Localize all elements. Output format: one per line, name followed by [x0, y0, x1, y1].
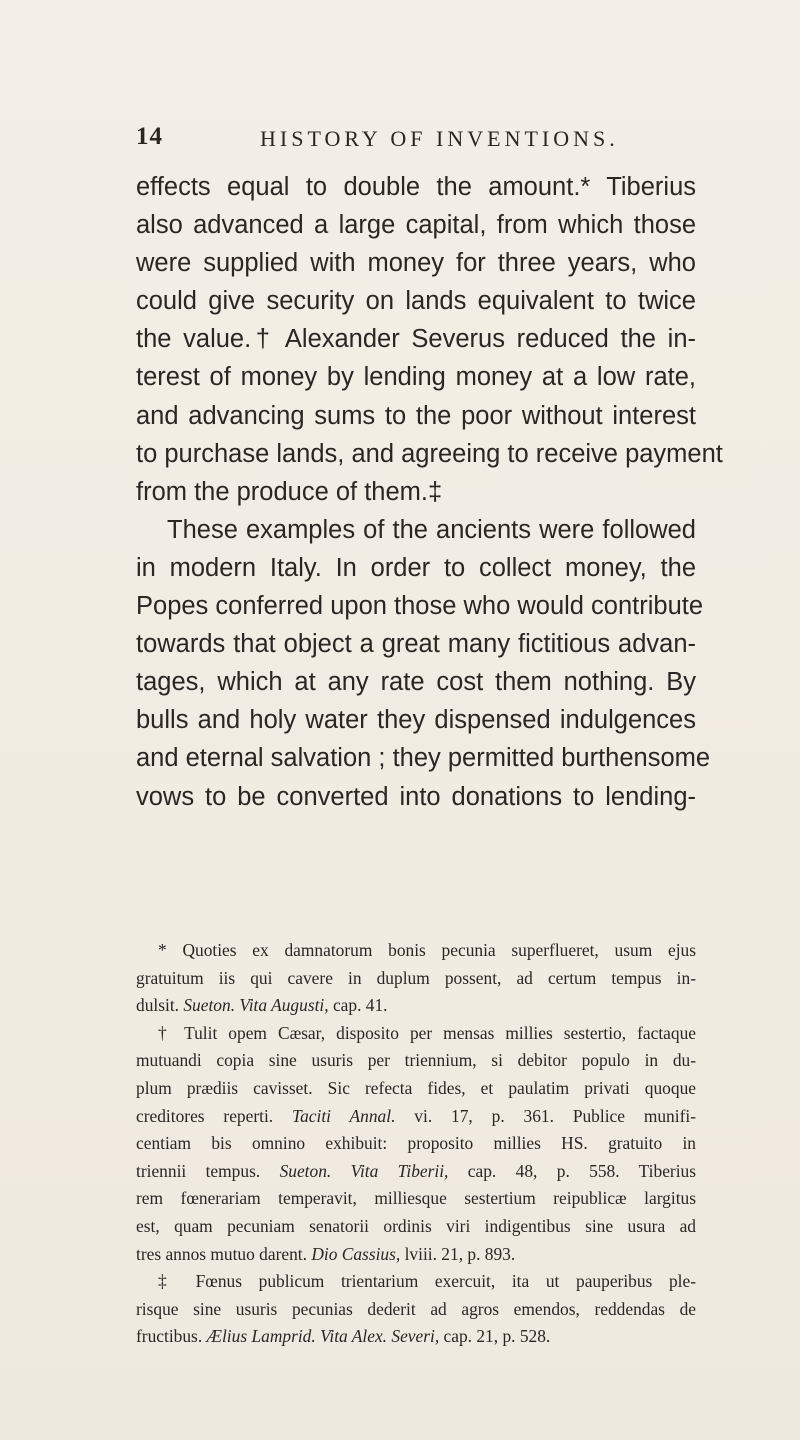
text-line: Popes conferred upon those who would contribute	[136, 592, 704, 621]
text-line: the value.† Alexander Severus reduced the in-	[136, 325, 696, 354]
text-line: to purchase lands, and agreeing to receive payment	[136, 439, 723, 468]
footnote-1-line: gratuitum iis qui cavere in duplum possent, ad certum tempus in-	[136, 967, 696, 988]
footnote-2-line: rem fœnerariam temperavit, milliesque sestertium reipublicæ largitus	[136, 1188, 696, 1209]
footnote-citation: Taciti Annal.	[292, 1105, 396, 1126]
footnote-citation: Ælius Lamprid. Vita Alex. Severi,	[206, 1326, 440, 1347]
text-line: were supplied with money for three years, who	[136, 249, 696, 278]
text-line: bulls and holy water they dispensed indulgences	[136, 706, 696, 735]
footnote-2-line: est, quam pecuniam senatorii ordinis viri indigentibus sine usura ad	[136, 1215, 696, 1236]
text-line: vows to be converted into donations to lending-	[136, 782, 696, 811]
text-line: These examples of the ancients were followed	[167, 515, 696, 544]
text-line: and eternal salvation ; they permitted burthensome	[136, 744, 711, 773]
page-number: 14	[136, 123, 163, 150]
footnote-text: vi. 17, p. 361. Publice munifi-	[395, 1105, 697, 1126]
text-line: and advancing sums to the poor without interest	[136, 401, 696, 430]
footnote-text: dulsit.	[136, 995, 184, 1016]
text-line: also advanced a large capital, from which those	[136, 211, 696, 240]
text-line: in modern Italy. In order to collect money, the	[136, 553, 696, 582]
text-line: towards that object a great many fictitious advan-	[136, 630, 696, 659]
text-line: could give security on lands equivalent to twice	[136, 287, 696, 316]
main-text	[136, 168, 723, 816]
footnotes	[136, 937, 696, 1351]
text-line: from the produce of them.‡	[136, 477, 443, 506]
footnote-3-line: ‡ Fœnus publicum trientarium exercuit, ita ut pauperibus ple-	[158, 1271, 696, 1292]
footnote-2-line	[136, 1241, 696, 1269]
footnote-1-line: * Quoties ex damnatorum bonis pecunia superflueret, usum ejus	[158, 940, 696, 960]
footnote-text: cap. 48, p. 558. Tiberius	[448, 1160, 696, 1181]
footnote-citation: Sueton. Vita Tiberii,	[279, 1160, 449, 1181]
footnote-text: triennii tempus.	[136, 1160, 280, 1181]
footnote-citation: Dio Cassius,	[311, 1243, 401, 1264]
footnote-text: cap. 21, p. 528.	[439, 1326, 551, 1347]
footnote-text: lviii. 21, p. 893.	[400, 1243, 516, 1264]
footnote-2-line: plum prædiis cavisset. Sic refecta fides, et paulatim privati quoque	[136, 1077, 696, 1098]
footnote-2-line: mutuandi copia sine usuris per triennium, si debitor populo in du-	[136, 1050, 696, 1071]
footnote-3-line	[136, 1323, 696, 1351]
footnote-text: cap. 41.	[328, 995, 388, 1016]
running-title: HISTORY OF INVENTIONS.	[260, 126, 619, 151]
footnote-2-line: † Tulit opem Cæsar, disposito per mensas millies sestertio, factaque	[158, 1022, 696, 1043]
text-line: effects equal to double the amount.* Tiberius	[136, 173, 696, 201]
footnote-2-line: centiam bis omnino exhibuit: proposito millies HS. gratuito in	[136, 1133, 696, 1154]
footnote-text: creditores reperti.	[136, 1105, 293, 1126]
footnote-text: tres annos mutuo darent.	[136, 1243, 312, 1264]
footnote-3-line: risque sine usuris pecunias dederit ad agros emendos, reddendas de	[136, 1298, 696, 1319]
footnote-1-line	[136, 992, 696, 1020]
footnote-text: fructibus.	[136, 1326, 207, 1347]
text-line: terest of money by lending money at a low rate,	[136, 363, 696, 392]
footnote-2-line	[136, 1158, 696, 1186]
footnote-2-line	[136, 1103, 696, 1131]
text-line: tages, which at any rate cost them nothing. By	[136, 668, 696, 697]
footnote-citation: Sueton. Vita Augusti,	[183, 995, 329, 1016]
page-header	[136, 123, 696, 163]
